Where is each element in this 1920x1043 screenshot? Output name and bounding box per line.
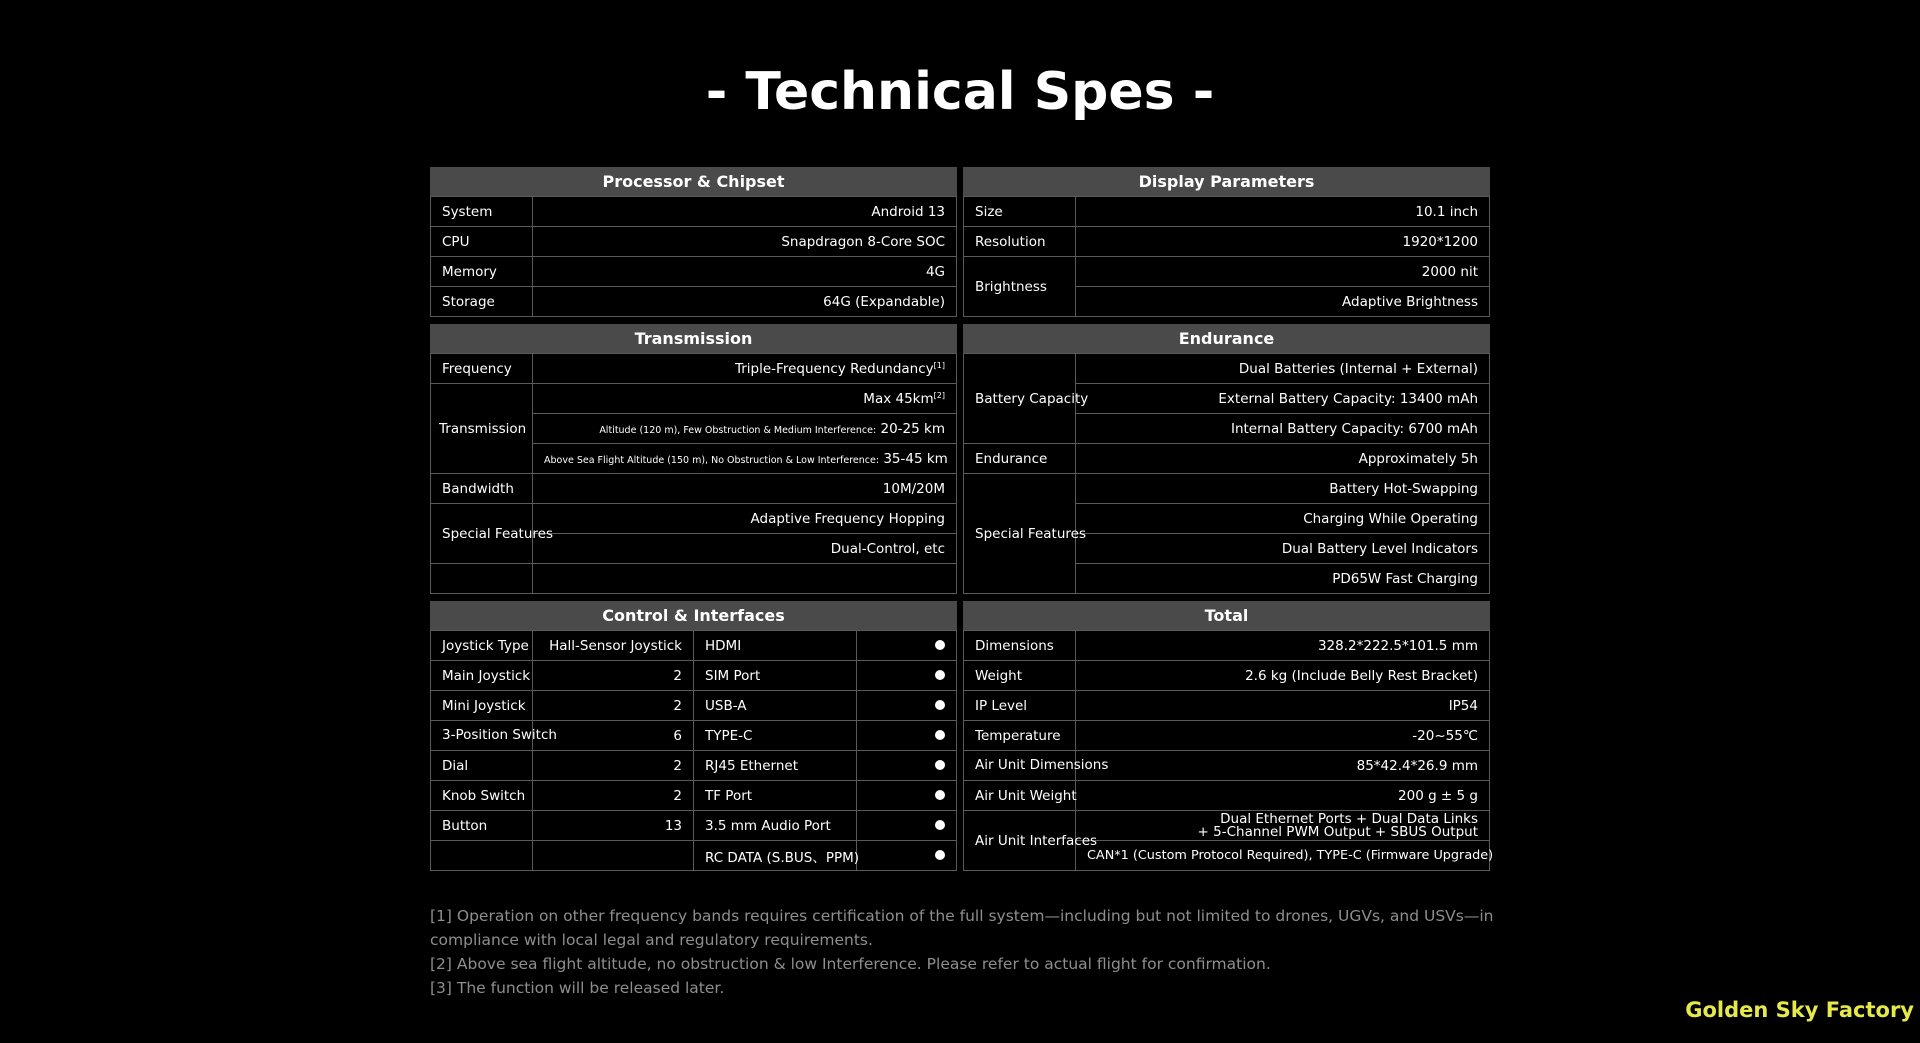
table-row (964, 691, 1490, 721)
table-row (431, 197, 957, 227)
table-row (431, 384, 957, 414)
table-row (431, 631, 957, 661)
endurance-header: Endurance (963, 324, 1490, 353)
endurance-panel (963, 324, 1490, 594)
dot-icon (935, 730, 945, 740)
table-row (431, 661, 957, 691)
control-label: Mini Joystick (431, 691, 533, 721)
table-row (431, 287, 957, 317)
control-label: 3-Position Switch (431, 721, 533, 751)
row-value: Snapdragon 8-Core SOC (533, 227, 957, 257)
table-row (964, 197, 1490, 227)
range-condition: Altitude (120 m), Few Obstruction & Medium Interference: (599, 424, 877, 436)
footnote: [1] Operation on other frequency bands requires certification of the full system—including but not limited to drones, UGVs, and USVs—in compliance with local legal and regulatory requirements. (430, 907, 1494, 949)
table-row (431, 257, 957, 287)
display-table (963, 196, 1490, 317)
features-label: Special Features (431, 504, 533, 564)
battery-label: Battery Capacity (964, 354, 1076, 444)
range-condition: Above Sea Flight Altitude (150 m), No Obstruction & Low Interference: (544, 454, 880, 466)
port-label: USB-A (694, 691, 857, 721)
table-row (431, 504, 957, 534)
control-value: 13 (533, 811, 694, 841)
feature-value: PD65W Fast Charging (1076, 564, 1490, 594)
table-row (431, 691, 957, 721)
row-value: 4G (533, 257, 957, 287)
footnote-ref: [1] (933, 360, 945, 370)
brightness-value: Adaptive Brightness (1076, 287, 1490, 317)
control-value: 2 (533, 691, 694, 721)
port-label: HDMI (694, 631, 857, 661)
total-header: Total (963, 601, 1490, 630)
bandwidth-value: 10M/20M (533, 474, 957, 504)
interfaces-line: Dual Ethernet Ports + Dual Data Links (1220, 810, 1478, 827)
footnote-ref: [2] (933, 390, 945, 400)
port-label: SIM Port (694, 661, 857, 691)
interfaces-label: Air Unit Interfaces (964, 811, 1076, 871)
interfaces-value: CAN*1 (Custom Protocol Required), TYPE-C (Firmware Upgrade) (1076, 841, 1490, 871)
table-row (964, 751, 1490, 781)
frequency-label: Frequency (431, 354, 533, 384)
footnote: [2] Above sea flight altitude, no obstruction & low Interference. Please refer to actual flight for confirmation. (430, 955, 1271, 973)
table-row (431, 811, 957, 841)
port-available (857, 721, 957, 751)
control-label: Dial (431, 751, 533, 781)
control-header: Control & Interfaces (430, 601, 957, 630)
dot-icon (935, 790, 945, 800)
range-max (533, 384, 957, 414)
table-row (964, 227, 1490, 257)
total-label: Air Unit Dimensions (964, 751, 1076, 781)
table-row (431, 227, 957, 257)
total-label: Temperature (964, 721, 1076, 751)
battery-value: Dual Batteries (Internal + External) (1076, 354, 1490, 384)
port-available (857, 661, 957, 691)
total-value: 200 g ± 5 g (1076, 781, 1490, 811)
resolution-label: Resolution (964, 227, 1076, 257)
table-row (964, 474, 1490, 504)
empty-cell (431, 564, 533, 594)
display-panel (963, 167, 1490, 317)
control-value: 2 (533, 661, 694, 691)
endurance-table (963, 353, 1490, 594)
port-available (857, 751, 957, 781)
port-available (857, 781, 957, 811)
total-label: IP Level (964, 691, 1076, 721)
transmission-table (430, 353, 957, 594)
brightness-value: 2000 nit (1076, 257, 1490, 287)
total-panel (963, 601, 1494, 871)
table-row (431, 564, 957, 594)
row-value: Android 13 (533, 197, 957, 227)
feature-value: Adaptive Frequency Hopping (533, 504, 957, 534)
feature-value: Battery Hot-Swapping (1076, 474, 1490, 504)
control-label: Button (431, 811, 533, 841)
frequency-text: Triple-Frequency Redundancy (734, 360, 934, 377)
table-row (964, 721, 1490, 751)
control-label: Joystick Type (431, 631, 533, 661)
table-row (431, 721, 957, 751)
control-label (431, 841, 533, 871)
table-row (964, 257, 1490, 287)
port-available (857, 691, 957, 721)
display-header: Display Parameters (963, 167, 1490, 196)
battery-value: External Battery Capacity: 13400 mAh (1076, 384, 1490, 414)
empty-cell (533, 564, 957, 594)
port-label: 3.5 mm Audio Port (694, 811, 857, 841)
table-row (431, 751, 957, 781)
processor-header: Processor & Chipset (430, 167, 957, 196)
footnote: [3] The function will be released later. (430, 979, 725, 997)
size-value: 10.1 inch (1076, 197, 1490, 227)
table-row (964, 811, 1490, 841)
range-max-text: Max 45km (863, 390, 934, 407)
bandwidth-label: Bandwidth (431, 474, 533, 504)
port-label: TYPE-C (694, 721, 857, 751)
processor-table (430, 196, 957, 317)
dot-icon (935, 670, 945, 680)
table-row (964, 781, 1490, 811)
frequency-value (533, 354, 957, 384)
interfaces-line: + 5-Channel PWM Output + SBUS Output (1197, 823, 1478, 840)
dot-icon (935, 760, 945, 770)
page-title: - Technical Spes - (705, 62, 1215, 122)
port-label: RJ45 Ethernet (694, 751, 857, 781)
processor-panel (430, 167, 957, 317)
control-value: Hall-Sensor Joystick (533, 631, 694, 661)
table-row (431, 474, 957, 504)
transmission-panel (430, 324, 957, 594)
total-value: 85*42.4*26.9 mm (1076, 751, 1490, 781)
features-label: Special Features (964, 474, 1076, 594)
row-label: CPU (431, 227, 533, 257)
interfaces-value (1076, 811, 1490, 841)
control-label: Main Joystick (431, 661, 533, 691)
total-value: -20~55℃ (1076, 721, 1490, 751)
total-value: 328.2*222.5*101.5 mm (1076, 631, 1490, 661)
control-value (533, 841, 694, 871)
table-row (431, 781, 957, 811)
row-label: Memory (431, 257, 533, 287)
control-table (430, 630, 957, 871)
total-table (963, 630, 1494, 871)
port-available (857, 841, 957, 871)
feature-value: Dual Battery Level Indicators (1076, 534, 1490, 564)
total-label: Weight (964, 661, 1076, 691)
control-label: Knob Switch (431, 781, 533, 811)
dot-icon (935, 820, 945, 830)
row-label: System (431, 197, 533, 227)
port-label: TF Port (694, 781, 857, 811)
transmission-label: Transmission (431, 384, 533, 474)
total-label: Air Unit Weight (964, 781, 1076, 811)
port-available (857, 631, 957, 661)
table-row (964, 631, 1490, 661)
control-value: 6 (533, 721, 694, 751)
control-value: 2 (533, 751, 694, 781)
range-low (533, 444, 957, 474)
table-row (964, 354, 1490, 384)
footnotes (430, 904, 1500, 1000)
total-label: Dimensions (964, 631, 1076, 661)
table-row (964, 444, 1490, 474)
brightness-label: Brightness (964, 257, 1076, 317)
total-value: 2.6 kg (Include Belly Rest Bracket) (1076, 661, 1490, 691)
row-label: Storage (431, 287, 533, 317)
table-row (431, 354, 957, 384)
resolution-value: 1920*1200 (1076, 227, 1490, 257)
table-row (431, 841, 957, 871)
dot-icon (935, 700, 945, 710)
range-value: 35-45 km (883, 450, 948, 467)
range-value: 20-25 km (880, 420, 945, 437)
table-row (964, 661, 1490, 691)
size-label: Size (964, 197, 1076, 227)
total-value: IP54 (1076, 691, 1490, 721)
feature-value: Charging While Operating (1076, 504, 1490, 534)
endurance-label: Endurance (964, 444, 1076, 474)
row-value: 64G (Expandable) (533, 287, 957, 317)
battery-value: Internal Battery Capacity: 6700 mAh (1076, 414, 1490, 444)
port-label: RC DATA (S.BUS、PPM) (694, 841, 857, 871)
brand-watermark: Golden Sky Factory (1685, 998, 1914, 1022)
endurance-value: Approximately 5h (1076, 444, 1490, 474)
feature-value: Dual-Control, etc (533, 534, 957, 564)
range-medium (533, 414, 957, 444)
dot-icon (935, 640, 945, 650)
dot-icon (935, 850, 945, 860)
control-panel (430, 601, 957, 871)
port-available (857, 811, 957, 841)
control-value: 2 (533, 781, 694, 811)
transmission-header: Transmission (430, 324, 957, 353)
